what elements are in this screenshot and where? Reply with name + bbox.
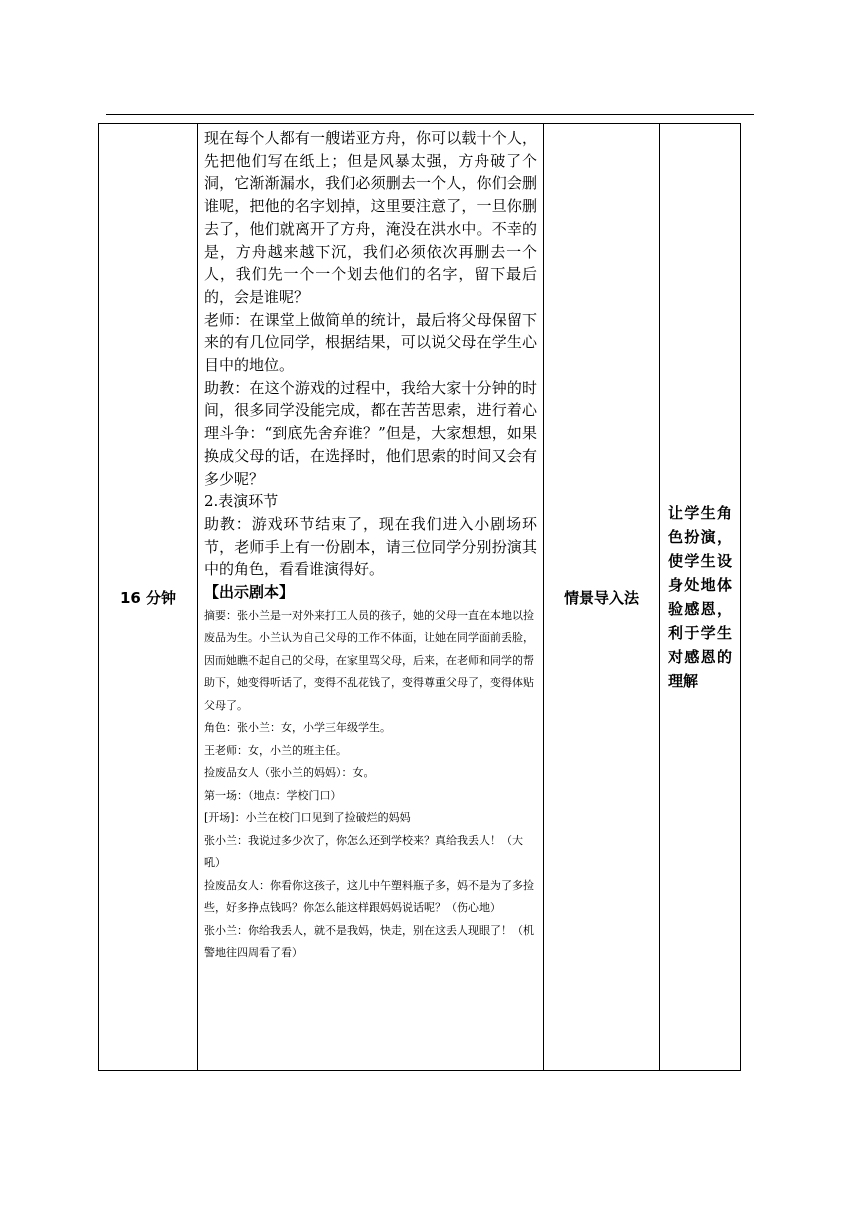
content-main bbox=[204, 127, 537, 604]
script-line: 张小兰：我说过多少次了，你怎么还到学校来？真给我丢人！（大吼） bbox=[204, 833, 523, 870]
script-line: 王老师：女，小兰的班主任。 bbox=[204, 743, 347, 757]
header-rule bbox=[106, 114, 754, 115]
script-line: 张小兰：你给我丢人，就不是我妈，快走，别在这丢人现眼了！（机警地往四周看了看） bbox=[204, 923, 534, 960]
script-line: [开场]：小兰在校门口见到了捡破烂的妈妈 bbox=[204, 811, 411, 825]
purpose-cell: 让学生角色扮演，使学生设身处地体验感恩，利于学生对感恩的理解 bbox=[660, 124, 741, 1071]
script-line: 摘要：张小兰是一对外来打工人员的孩子，她的父母一直在本地以捡废品为生。小兰认为自己父母的工作不体面，让她在同学面前丢脸，因而她瞧不起自己的父母，在家里骂父母，后来，在老师和同学的帮助下，她变得听话了，变得不乱花钱了，变得尊重父母了，变得体贴父母了。 bbox=[204, 608, 534, 712]
time-cell: 16 分钟 bbox=[99, 124, 198, 1071]
assistant-intro-text: 助教：游戏环节结束了，现在我们进入小剧场环节，老师手上有一份剧本，请三位同学分别扮演其中的角色，看看谁演得好。 bbox=[204, 514, 537, 579]
script-line: 第一场：（地点：学校门口） bbox=[204, 788, 342, 802]
script-line: 捡废品女人（张小兰的妈妈）：女。 bbox=[204, 766, 375, 780]
script-line: 捡废品女人：你看你这孩子，这儿中午塑料瓶子多，妈不是为了多捡些，好多挣点钱吗？你怎么能这样跟妈妈说话呢？（伤心地） bbox=[204, 878, 534, 915]
game-intro-text: 现在每个人都有一艘诺亚方舟，你可以载十个人，先把他们写在纸上；但是风暴太强，方舟破了个洞，它渐渐漏水，我们必须删去一个人，你们会删谁呢，把他的名字划掉，这里要注意了，一旦你删去了，他们就离开了方舟，淹没在洪水中。不幸的是，方舟越来越下沉，我们必须依次再删去一个人，我们先一个一个划去他们的名字，留下最后的，会是谁呢？ bbox=[204, 129, 537, 306]
content-cell bbox=[198, 124, 544, 1071]
lesson-plan-table bbox=[98, 123, 741, 1071]
script-line: 角色：张小兰：女，小学三年级学生。 bbox=[204, 721, 391, 735]
method-cell: 情景导入法 bbox=[544, 124, 660, 1071]
section-2-title: 2.表演环节 bbox=[204, 492, 279, 511]
assistant-note-text: 助教：在这个游戏的过程中，我给大家十分钟的时间，很多同学没能完成，都在苦苦思索，进行着心理斗争：“到底先舍弃谁？”但是，大家想想，如果换成父母的话，在选择时，他们思索的时间又会有多少呢？ bbox=[204, 378, 537, 488]
show-script-label: 【出示剧本】 bbox=[204, 583, 295, 602]
table-row bbox=[99, 124, 741, 1071]
teacher-note-text: 老师：在课堂上做简单的统计，最后将父母保留下来的有几位同学，根据结果，可以说父母在学生心目中的地位。 bbox=[204, 310, 537, 375]
script-excerpt bbox=[204, 605, 537, 965]
